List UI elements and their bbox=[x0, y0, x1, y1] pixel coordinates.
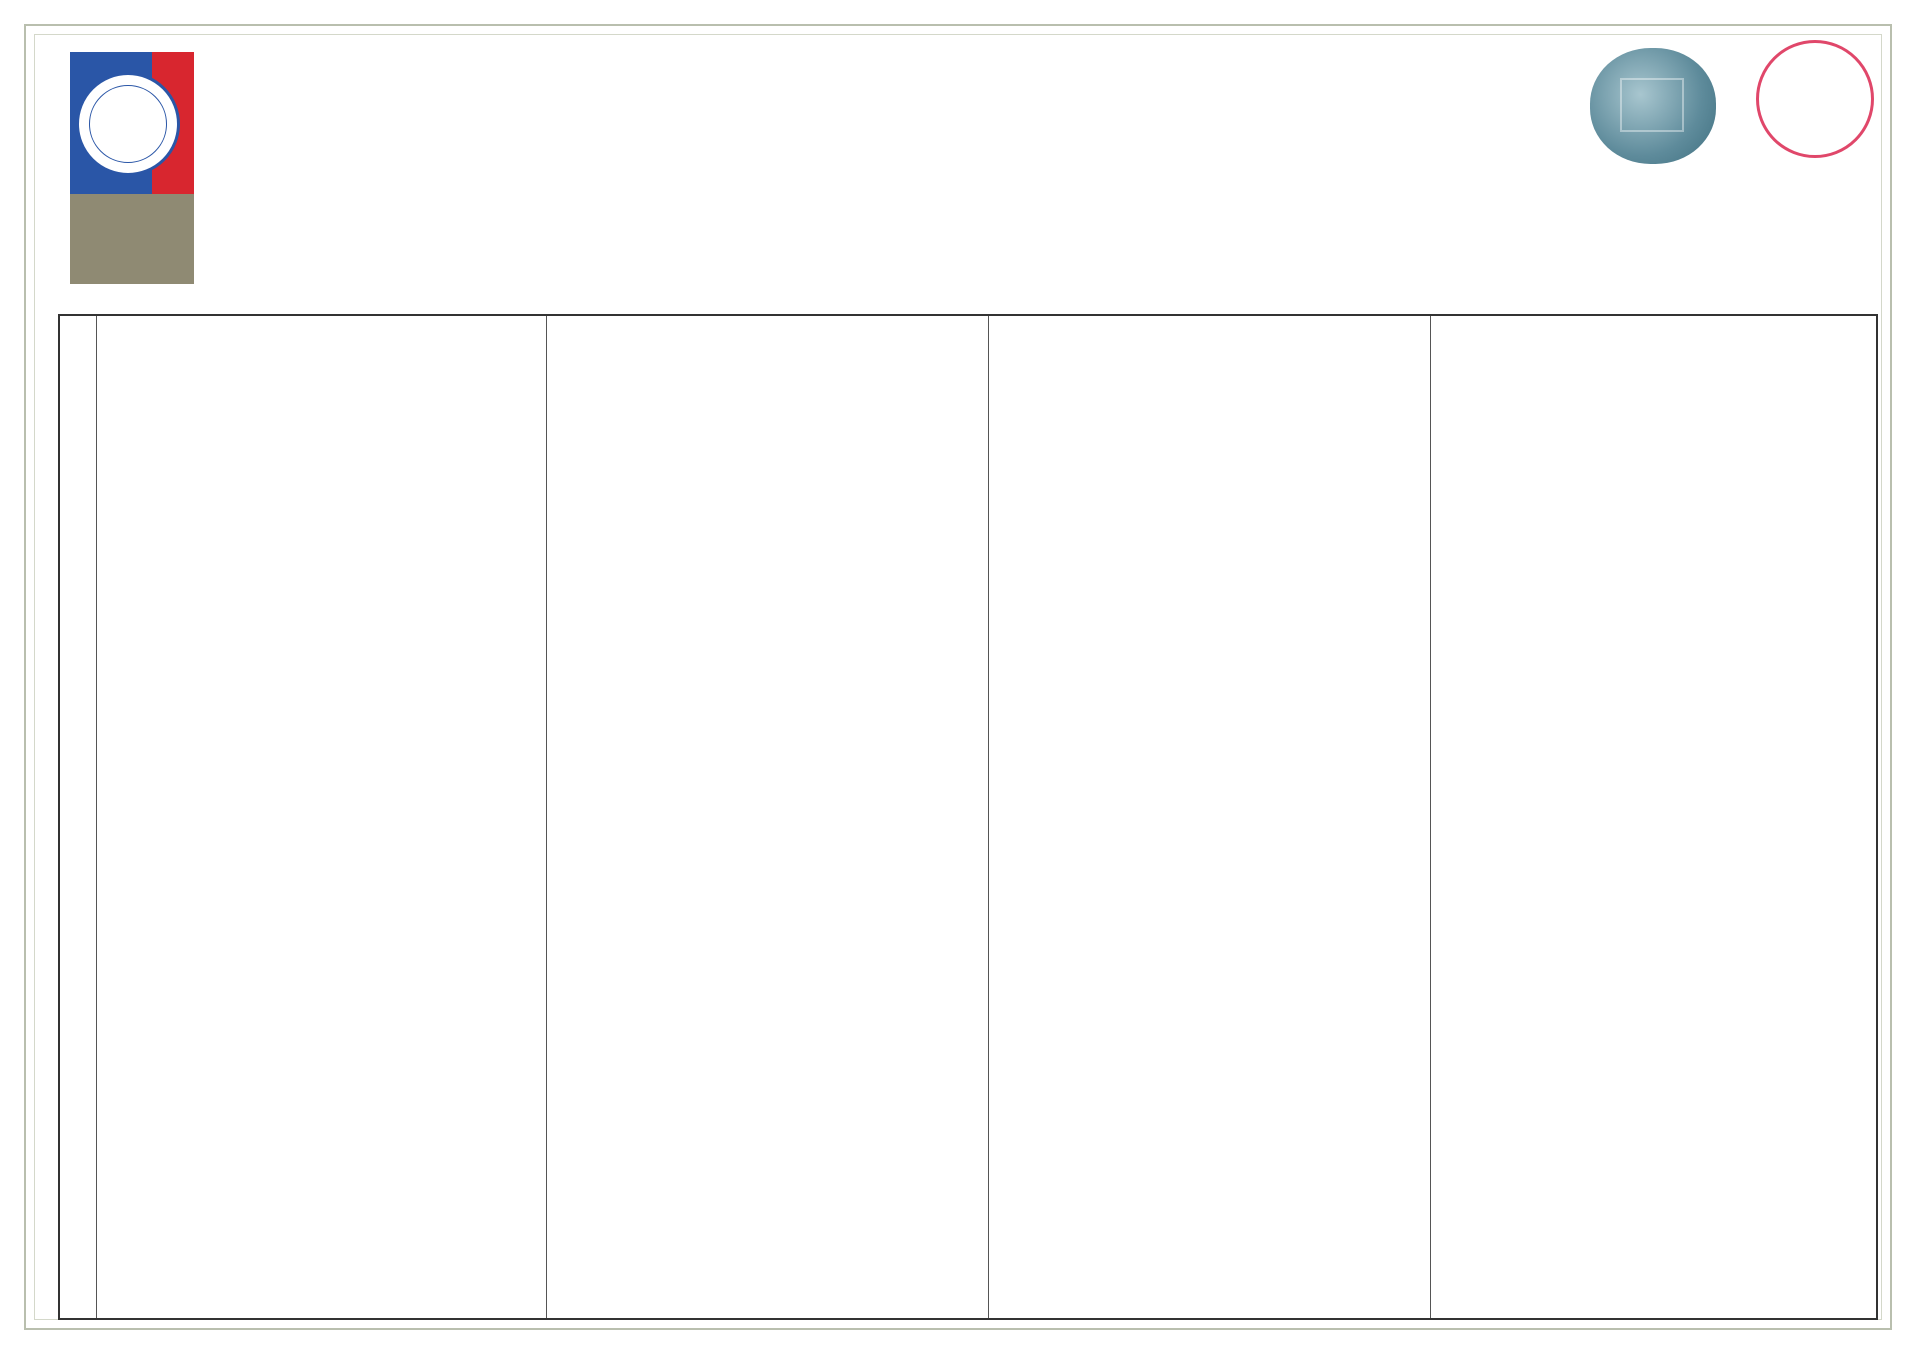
hologram-seal-icon bbox=[1590, 48, 1716, 164]
cmku-fci-logo bbox=[70, 52, 194, 284]
cmku-emblem-icon bbox=[70, 194, 194, 284]
gen1-divider bbox=[546, 316, 547, 1318]
gen3-divider bbox=[1430, 316, 1431, 1318]
pedigree-table bbox=[58, 314, 1878, 1320]
studbook-stamp bbox=[1756, 40, 1874, 158]
gen2-divider bbox=[988, 316, 989, 1318]
side-column-divider bbox=[96, 316, 97, 1318]
fci-emblem-icon bbox=[76, 72, 180, 176]
